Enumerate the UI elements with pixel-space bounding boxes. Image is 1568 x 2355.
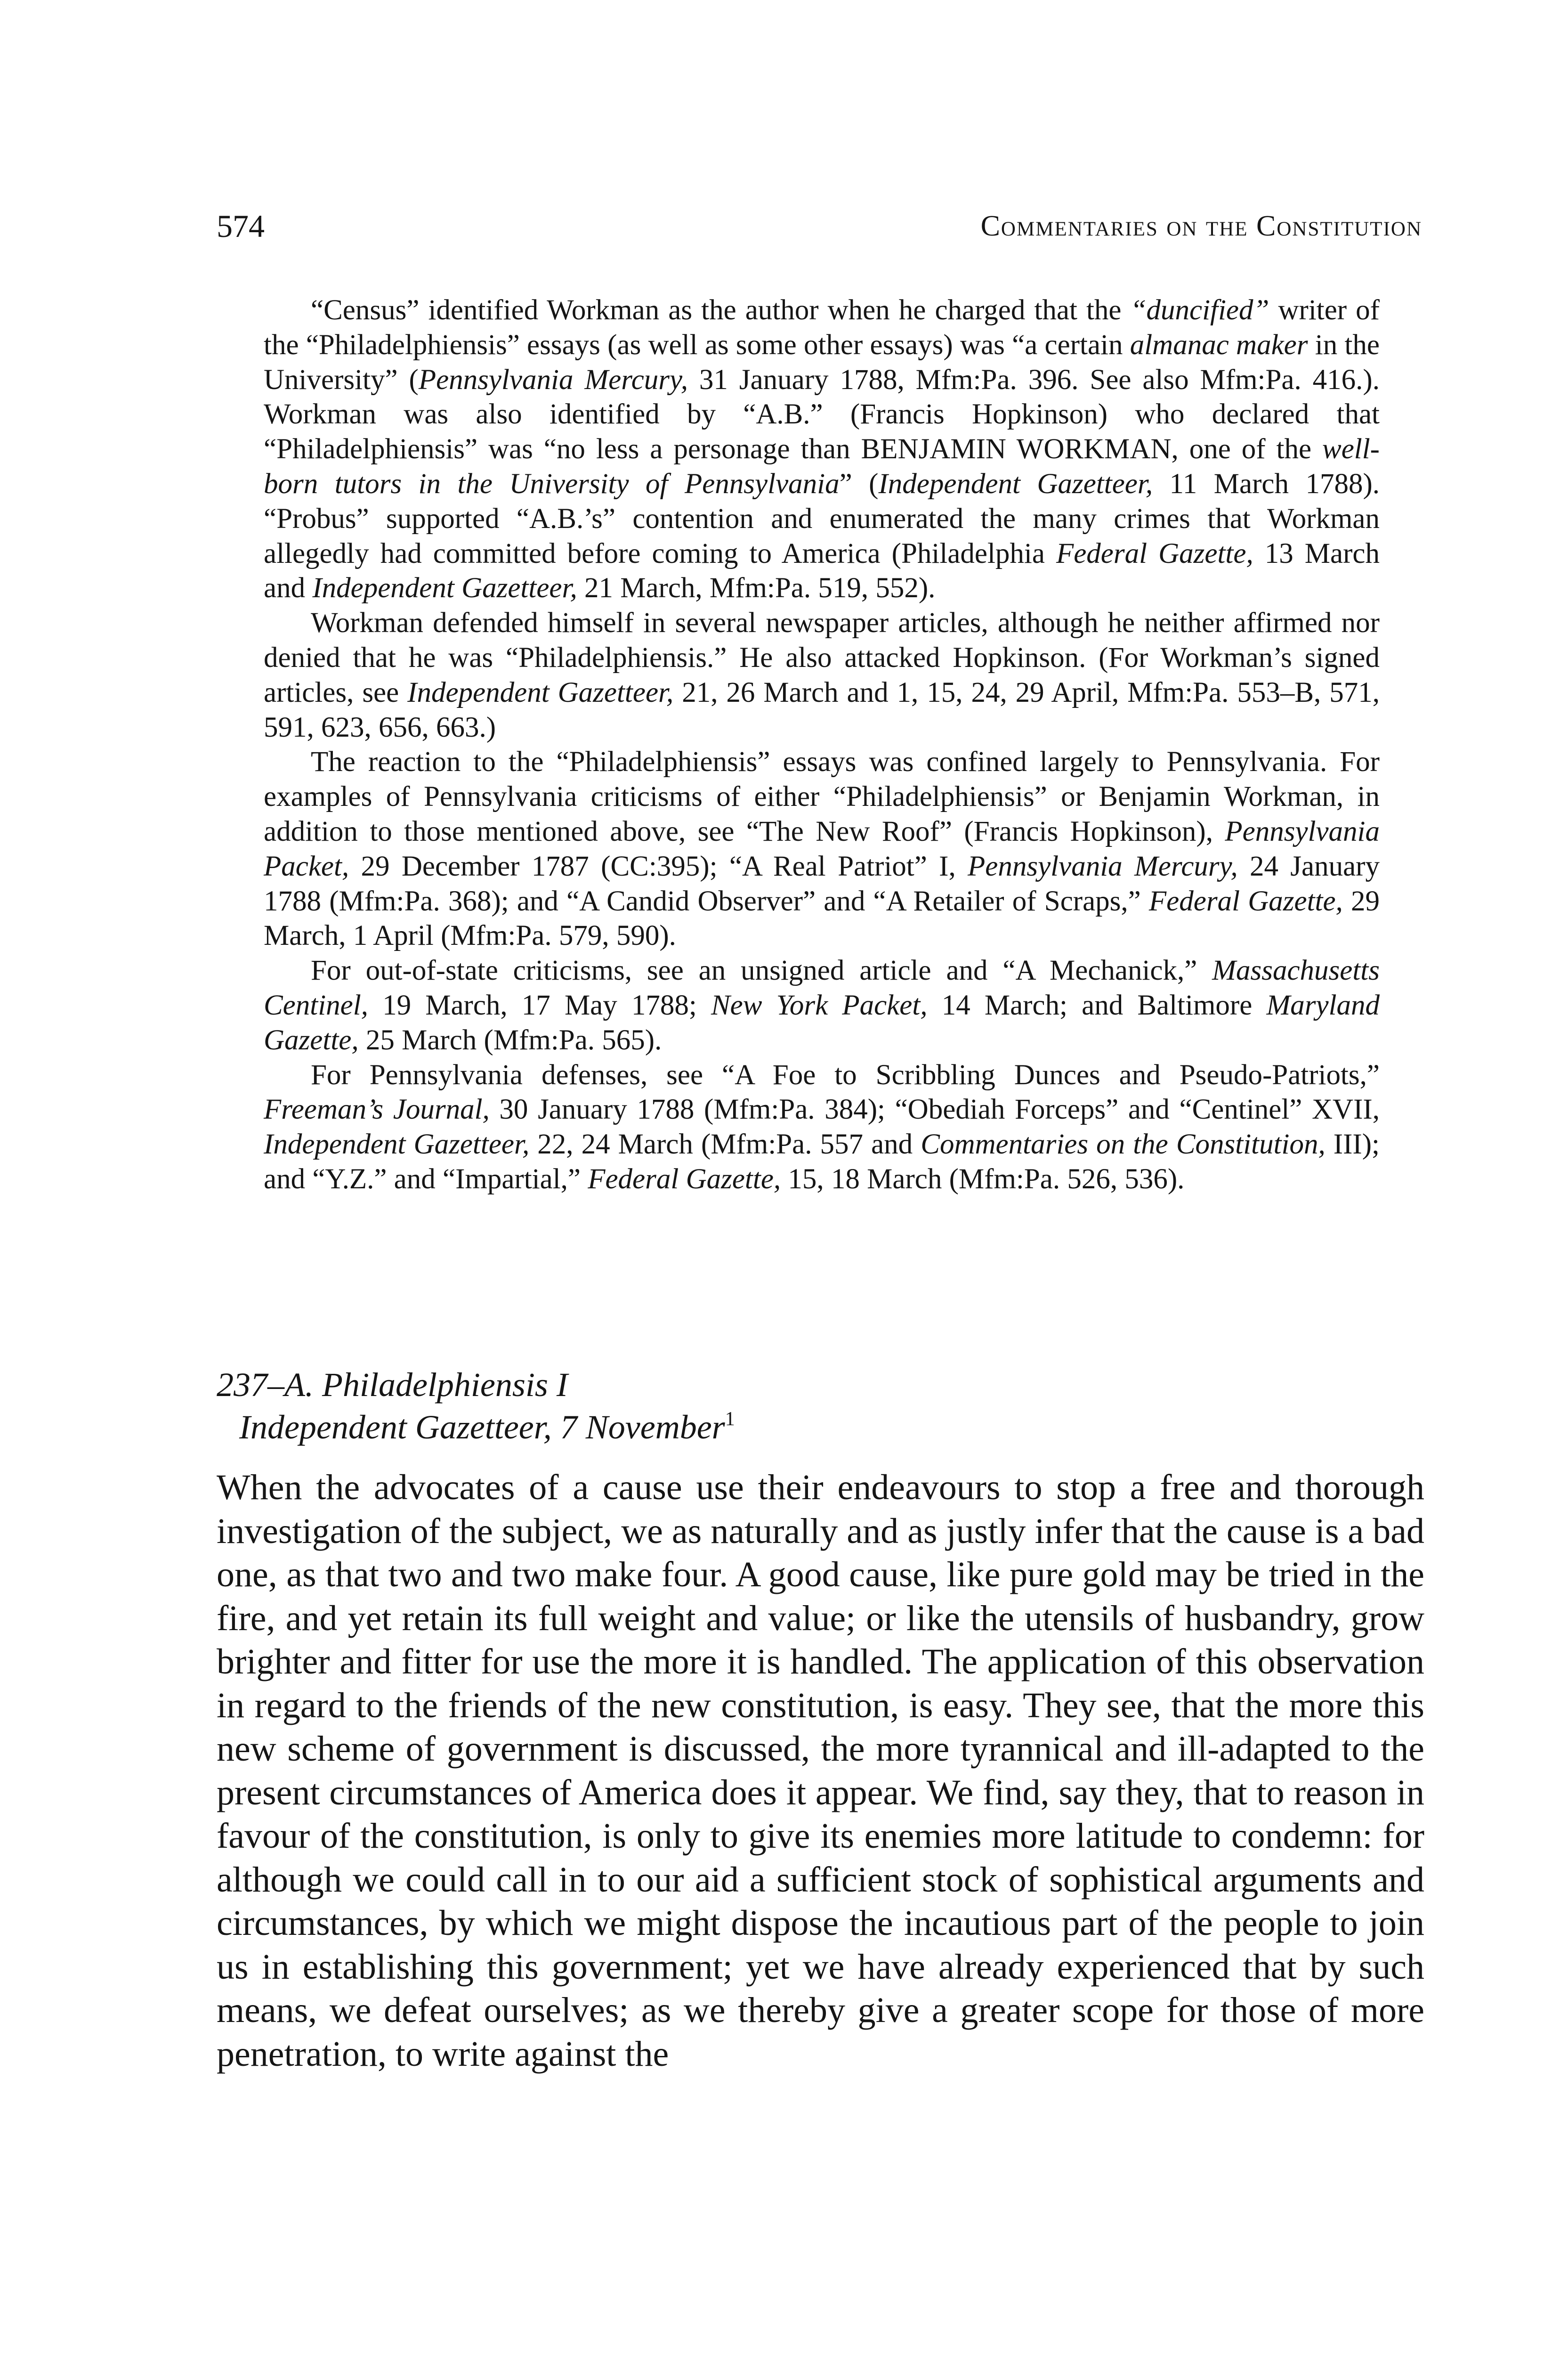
note-paragraph: The reaction to the “Philadelphiensis” essays was confined largely to Pennsylvania. For examples of Pennsylvania criticisms of either “Philadelphiensis” or Benjamin Workman, in addition to those mentioned above, see “The New Roof” (Francis Hopkinson), Pennsylvania Packet, 29 December 1787 (CC:395); “A Real Patriot” I, Pennsylvania Mercury, 24 January 1788 (Mfm:Pa. 368); and “A Candid Observer” and “A Retailer of Scraps,” Federal Gazette, 29 March, 1 April (Mfm:Pa. 579, 590). [264,746,1380,952]
italic-title: almanac maker [1130,329,1308,361]
italic-title: Pennsylvania Packet, [264,815,1380,882]
document-source [217,1406,1347,1448]
page-header [217,203,1422,249]
italic-title: Freeman’s Journal, [264,1094,490,1126]
italic-title: well-born tutors in the University of Pennsylvania [264,433,1380,500]
note-paragraph: For Pennsylvania defenses, see “A Foe to Scribbling Dunces and Pseudo-Patriots,” Freeman’s Journal, 30 January 1788 (Mfm:Pa. 384); “Obediah Forceps” and “Centinel” XVII, Independent Gazetteer, 22, 24 March (Mfm:Pa. 557 and Commentaries on the Constitution, III); and “Y.Z.” and “Impartial,” Federal Gazette, 15, 18 March (Mfm:Pa. 526, 536). [264,1059,1380,1195]
running-head: Commentaries on the Constitution [980,210,1422,242]
footnote-reference: 1 [725,1408,735,1430]
document-source-text: Independent Gazetteer, 7 November [239,1408,725,1446]
italic-title: Independent Gazetteer, [878,468,1153,500]
page-number: 574 [217,208,265,244]
italic-title: Commentaries on the Constitution, [921,1129,1326,1161]
editorial-note [264,293,1380,1197]
note-paragraph: “Census” identified Workman as the author when he charged that the “duncified” writer of the “Philadelphiensis” essays (as well as some other essays) was “a certain almanac maker in the University” (Pennsylvania Mercury, 31 January 1788, Mfm:Pa. 396. See also Mfm:Pa. 416.). Workman was also identified by “A.B.” (Francis Hopkinson) who declared that “Philadelphiensis” was “no less a personage than BENJAMIN WORKMAN, one of the well-born tutors in the University of Pennsylvania” (Independent Gazetteer, 11 March 1788). “Probus” supported “A.B.’s” contention and enumerated the many crimes that Workman allegedly had committed before coming to America (Philadelphia Federal Gazette, 13 March and Independent Gazetteer, 21 March, Mfm:Pa. 519, 552). [264,294,1380,604]
note-paragraph: For out-of-state criticisms, see an unsigned article and “A Mechanick,” Massachusetts Centinel, 19 March, 17 May 1788; New York Packet, 14 March; and Baltimore Maryland Gazette, 25 March (Mfm:Pa. 565). [264,955,1380,1056]
italic-title: Federal Gazette, [588,1163,781,1195]
document-heading [217,1364,1347,1448]
body-paragraph: When the advocates of a cause use their endeavours to stop a free and thorough investigation of the subject, we as naturally and as justly infer that the cause is a bad one, as that two and two make four. A good cause, like pure gold may be tried in the fire, and yet retain its full weight and value; or like the utensils of husbandry, grow brighter and fitter for use the more it is handled. The application of this observation in regard to the friends of the new constitution, is easy. They see, that the more this new scheme of government is discussed, the more tyrannical and ill-adapted to the present circumstances of America does it appear. We find, say they, that to reason in favour of the constitution, is only to give its enemies more latitude to condemn: for although we could call in to our aid a sufficient stock of sophistical arguments and circumstances, by which we might dispose the incautious part of the people to join us in establishing this government; yet we have already experienced that by such means, we defeat ourselves; as we thereby give a greater scope for those of more penetration, to write against the [217,1468,1424,2074]
italic-title: Independent Gazetteer, [312,572,577,604]
document-body [217,1466,1424,2076]
italic-title: New York Packet, [711,989,928,1021]
italic-title: Maryland Gazette, [264,989,1380,1056]
italic-title: Massachusetts Centinel, [264,955,1380,1021]
document-title: 237–A. Philadelphiensis I [217,1366,568,1404]
italic-title: Federal Gazette, [1056,537,1253,569]
italic-title: Federal Gazette, [1148,885,1343,917]
italic-title: “duncified” [1130,294,1269,326]
italic-title: Independent Gazetteer, [264,1129,530,1161]
italic-title: Pennsylvania Mercury, [418,364,688,396]
italic-title: Pennsylvania Mercury, [968,850,1238,882]
note-paragraph: Workman defended himself in several newspaper articles, although he neither affirmed nor denied that he was “Philadelphiensis.” He also attacked Hopkinson. (For Workman’s signed articles, see Independent Gazetteer, 21, 26 March and 1, 15, 24, 29 April, Mfm:Pa. 553–B, 571, 591, 623, 656, 663.) [264,607,1380,743]
italic-title: Independent Gazetteer, [407,676,674,708]
